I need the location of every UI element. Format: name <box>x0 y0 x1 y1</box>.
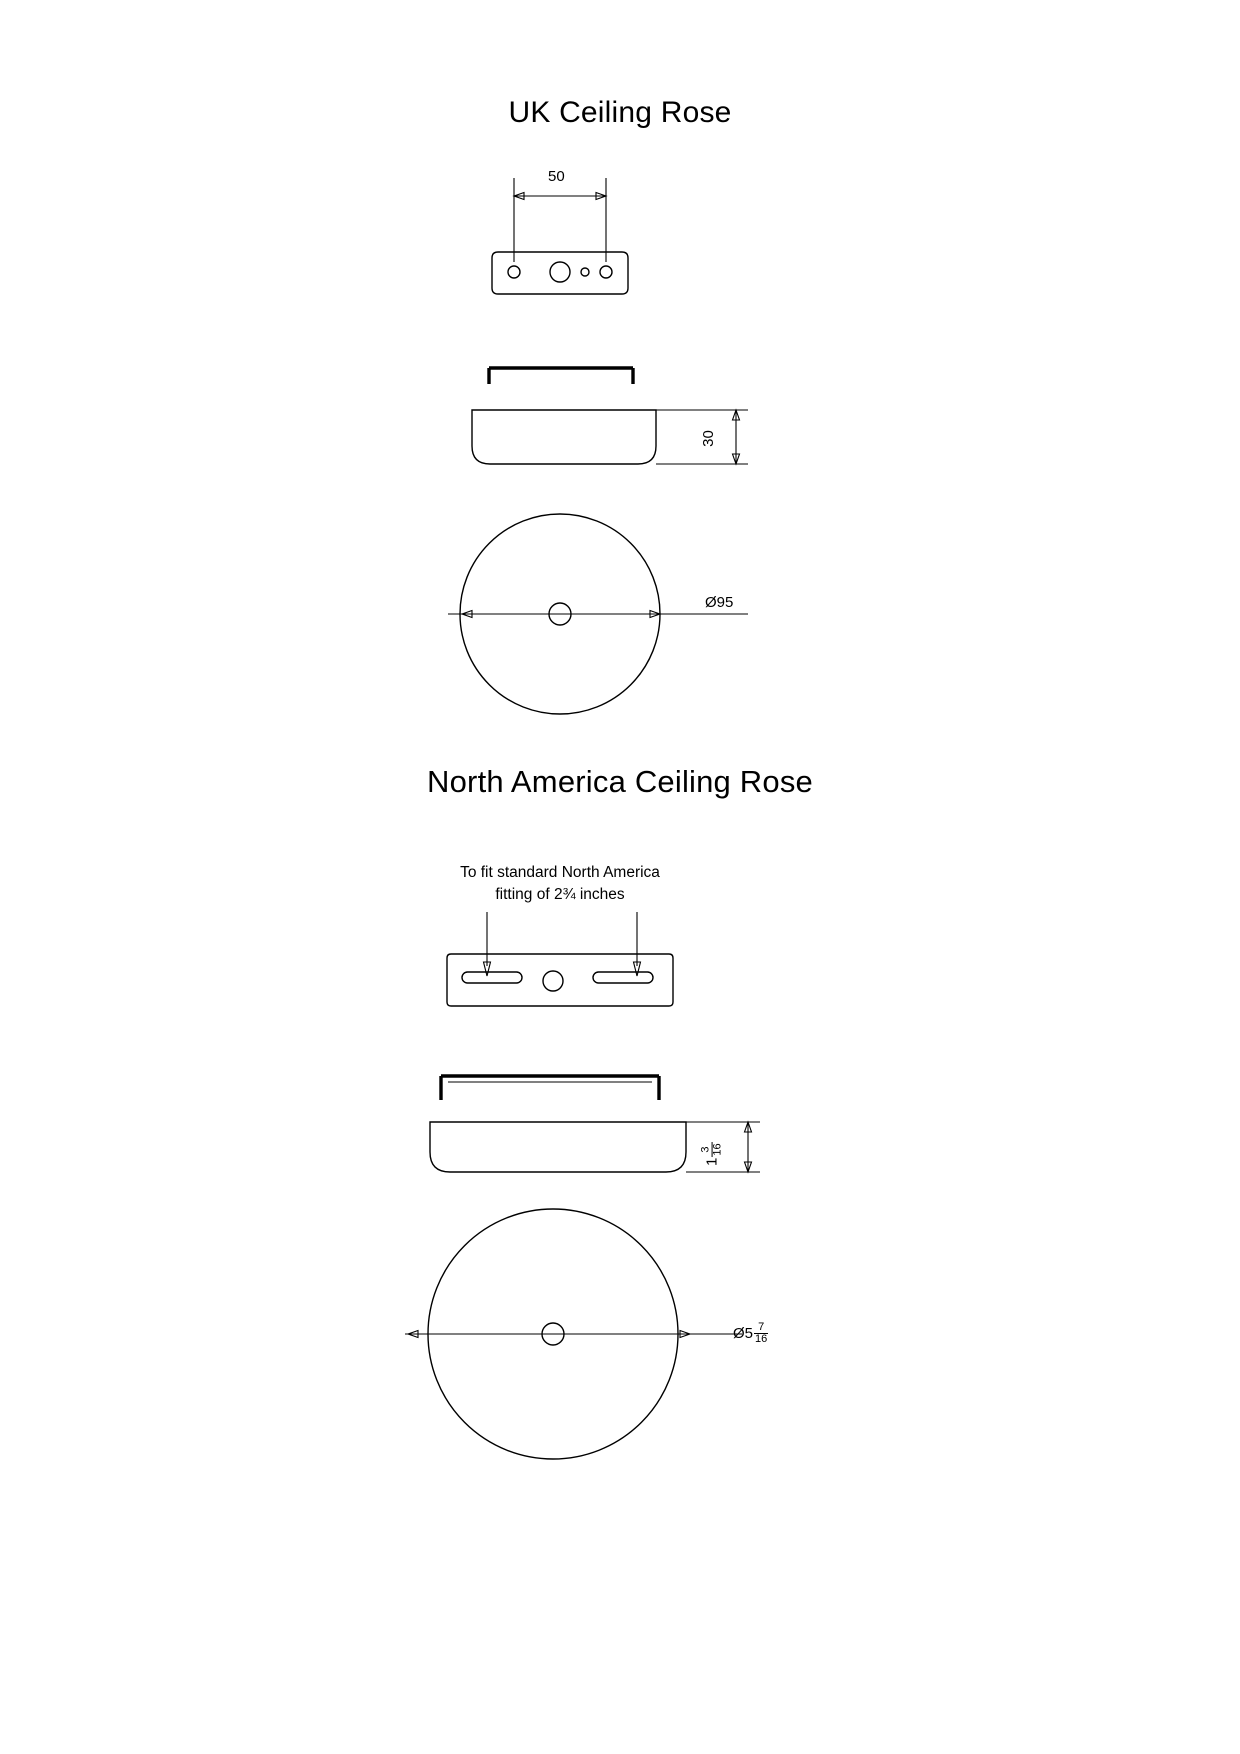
na-plan-dim-prefix: Ø5 <box>733 1325 754 1343</box>
na-side-dim-denominator: 16 <box>711 1143 724 1156</box>
uk-bracket-dimension-label: 50 <box>548 168 565 185</box>
uk-section-title: UK Ceiling Rose <box>508 96 732 129</box>
na-side-dim-numerator: 3 <box>701 1142 713 1156</box>
na-note-line-2: fitting of 2¾ inches <box>495 886 625 904</box>
uk-plan-dimension-label: Ø95 <box>705 594 734 611</box>
na-note-line-1: To fit standard North America <box>460 864 660 881</box>
na-section-title: North America Ceiling Rose <box>427 764 813 799</box>
na-side-dim-whole: 1 <box>703 1157 721 1167</box>
na-plan-dim-denominator: 16 <box>755 1333 768 1346</box>
uk-side-dimension-label: 30 <box>699 430 717 447</box>
na-plan-dim-numerator: 7 <box>754 1322 768 1334</box>
